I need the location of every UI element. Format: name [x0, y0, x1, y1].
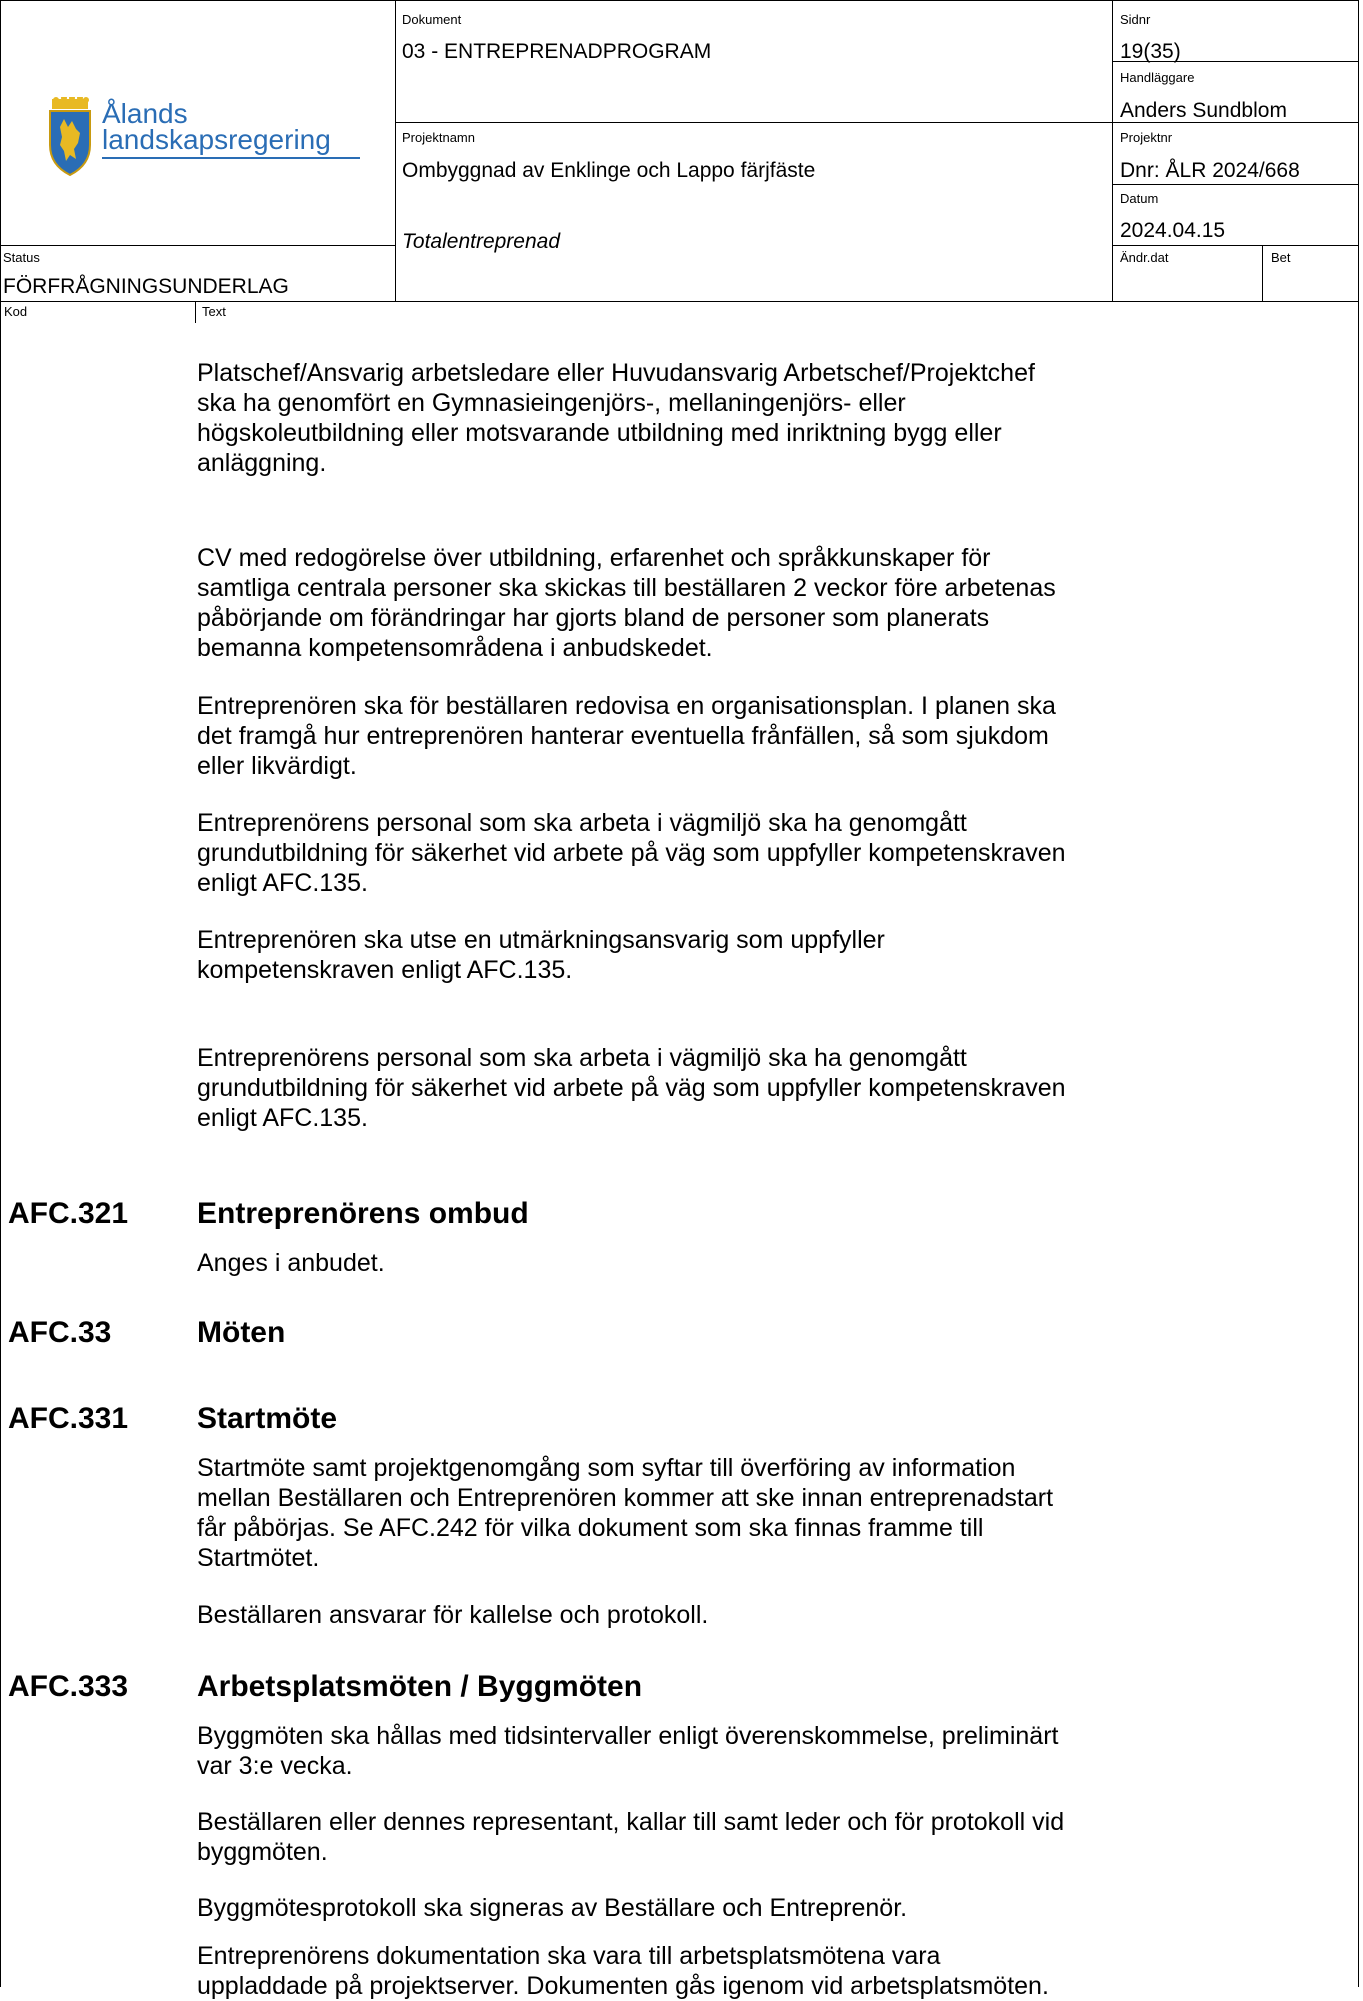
dokument-value: 03 - ENTREPRENADPROGRAM: [402, 40, 712, 63]
section-code: AFC.33: [8, 1316, 112, 1349]
paragraph: CV med redogörelse över utbildning, erfarenhet och språkkunskaper för samtliga centrala personer ska skickas till beställaren 2 veckor före arbetenas påbörjande om förändringar har gjorts bland de personer som planerats bemanna kompetensområdena i anbudskedet.: [197, 544, 1056, 662]
paragraph: Entreprenörens personal som ska arbeta i vägmiljö ska ha genomgått grundutbildning för säkerhet vid arbete på väg som uppfyller kompetenskraven enligt AFC.135.: [197, 809, 1066, 897]
projektnamn-value: Ombyggnad av Enklinge och Lappo färjfäste: [402, 159, 816, 182]
paragraph: Byggmötesprotokoll ska signeras av Beställare och Entreprenör.: [197, 1894, 908, 1922]
section-code: AFC.331: [8, 1402, 129, 1435]
datum-value: 2024.04.15: [1120, 219, 1226, 242]
text-column-label: Text: [202, 304, 226, 319]
bet-label: Bet: [1271, 250, 1291, 265]
datum-label: Datum: [1120, 191, 1159, 206]
section-title: Arbetsplatsmöten / Byggmöten: [197, 1670, 643, 1703]
logo: [48, 97, 368, 177]
aland-coat-of-arms-icon: [48, 97, 92, 177]
section-code: AFC.333: [8, 1670, 129, 1703]
handlaggare-value: Anders Sundblom: [1120, 99, 1287, 122]
paragraph: Entreprenörens personal som ska arbeta i vägmiljö ska ha genomgått grundutbildning för säkerhet vid arbete på väg som uppfyller kompetenskraven enligt AFC.135.: [197, 1044, 1066, 1132]
andr-dat-label: Ändr.dat: [1120, 250, 1169, 265]
status-label: Status: [3, 250, 40, 265]
projektnamn-label: Projektnamn: [402, 130, 475, 145]
projektnr-label: Projektnr: [1120, 130, 1173, 145]
paragraph: Beställaren eller dennes representant, kallar till samt leder och för protokoll vid byggmöten.: [197, 1808, 1065, 1866]
logo-text-line2: landskapsregering: [102, 124, 331, 155]
paragraph: Platschef/Ansvarig arbetsledare eller Huvudansvarig Arbetschef/Projektchef ska ha genomfört en Gymnasieingenjörs-, mellaningenjörs- eller högskoleutbildning eller motsvarande utbildning med inriktning bygg eller anläggning.: [197, 359, 1035, 477]
kod-column-label: Kod: [4, 304, 28, 319]
section-heading: [8, 1402, 337, 1436]
projektnr-value: Dnr: ÅLR 2024/668: [1120, 159, 1300, 182]
dokument-label: Dokument: [402, 12, 462, 27]
logo-underline: [102, 157, 360, 159]
section-code: AFC.321: [8, 1197, 129, 1230]
section-title: Startmöte: [197, 1402, 338, 1435]
sidnr-value: 19(35): [1120, 40, 1181, 63]
handlaggare-label: Handläggare: [1120, 70, 1195, 85]
document-subtitle: Totalentreprenad: [402, 230, 561, 253]
paragraph: Beställaren ansvarar för kallelse och protokoll.: [197, 1601, 709, 1629]
section-heading: [8, 1316, 285, 1350]
paragraph: Startmöte samt projektgenomgång som syftar till överföring av information mellan Beställaren och Entreprenören kommer att ske innan entreprenadstart får påbörjas. Se AFC.242 för vilka dokument som ska finnas framme till Startmötet.: [197, 1454, 1054, 1572]
section-heading: [8, 1670, 642, 1704]
paragraph: Entreprenören ska för beställaren redovisa en organisationsplan. I planen ska det framgå hur entreprenören hanterar eventuella frånfällen, så som sjukdom eller likvärdigt.: [197, 692, 1056, 780]
paragraph: Entreprenörens dokumentation ska vara till arbetsplatsmötena vara uppladdade på projektserver. Dokumenten gås igenom vid arbetsplatsmöten.: [197, 1942, 1049, 2000]
paragraph: Anges i anbudet.: [197, 1249, 385, 1277]
paragraph: Entreprenören ska utse en utmärkningsansvarig som uppfyller kompetenskraven enligt AFC.135.: [197, 926, 885, 984]
section-title: Möten: [197, 1316, 286, 1349]
status-value: FÖRFRÅGNINGSUNDERLAG: [3, 275, 289, 298]
section-heading: [8, 1197, 529, 1231]
section-title: Entreprenörens ombud: [197, 1197, 529, 1230]
logo-text-line1: Ålands: [102, 98, 188, 129]
sidnr-label: Sidnr: [1120, 12, 1151, 27]
paragraph: Byggmöten ska hållas med tidsintervaller enligt överenskommelse, preliminärt var 3:e vecka.: [197, 1722, 1059, 1780]
